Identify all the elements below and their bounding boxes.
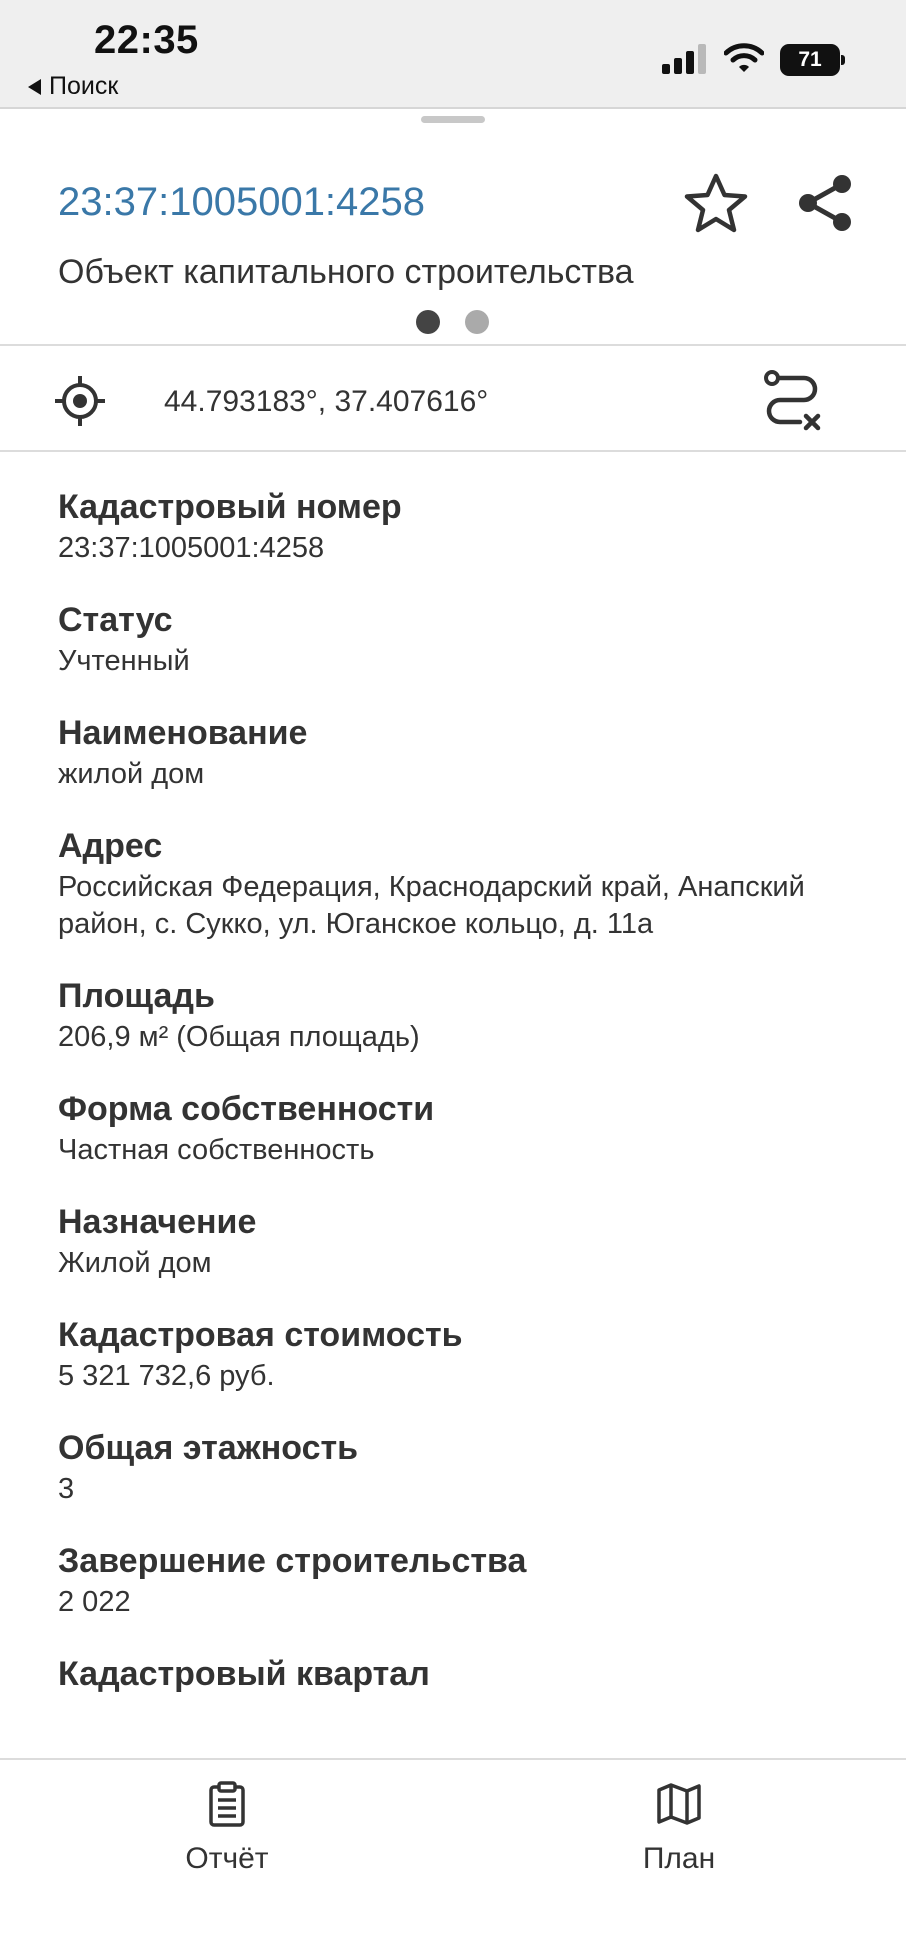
field-label: Назначение [58, 1203, 257, 1241]
field-cadastral-number [58, 486, 858, 567]
map-icon [655, 1780, 703, 1828]
field-value: 23:37:1005001:4258 [58, 532, 325, 564]
field-name [58, 712, 858, 793]
field-status [58, 599, 858, 680]
battery-level: 71 [780, 44, 840, 76]
field-label: Кадастровый номер [58, 488, 402, 526]
back-arrow-icon [28, 79, 41, 95]
field-ownership-form [58, 1088, 858, 1169]
page-dot-1[interactable] [416, 310, 440, 334]
field-label: Завершение строительства [58, 1542, 527, 1580]
field-cadastral-quarter [58, 1653, 858, 1695]
tab-plan-label: План [642, 1842, 716, 1875]
field-label: Форма собственности [58, 1090, 435, 1128]
field-label: Статус [58, 601, 173, 639]
field-value: Частная собственность [58, 1134, 375, 1166]
crosshair-icon[interactable] [54, 375, 106, 427]
field-address [58, 825, 858, 943]
field-cadastral-value [58, 1314, 858, 1395]
field-label: Общая этажность [58, 1429, 359, 1467]
field-area [58, 975, 858, 1056]
page-indicator[interactable] [416, 310, 489, 334]
status-time: 22:35 [94, 18, 199, 62]
back-to-search-link[interactable] [28, 72, 118, 101]
field-value: 3 [58, 1473, 75, 1505]
status-bar [0, 0, 906, 108]
page-dot-2[interactable] [465, 310, 489, 334]
field-purpose [58, 1201, 858, 1282]
field-floors [58, 1427, 858, 1508]
sheet-grabber[interactable] [421, 116, 485, 123]
cadastral-number-title[interactable]: 23:37:1005001:4258 [58, 180, 426, 224]
field-label: Адрес [58, 827, 163, 865]
wifi-icon [724, 42, 764, 74]
field-value: 206,9 м² (Общая площадь) [58, 1021, 420, 1053]
bottom-tab-bar [0, 1758, 906, 1960]
field-value: Учтенный [58, 645, 190, 677]
object-type-subtitle: Объект капитального строительства [58, 253, 634, 291]
status-divider [0, 107, 906, 109]
share-icon[interactable] [794, 172, 856, 234]
field-value: жилой дом [58, 758, 205, 790]
clipboard-icon [203, 1780, 251, 1828]
cellular-signal-icon [662, 44, 710, 74]
battery-tip [841, 55, 845, 65]
field-value: 5 321 732,6 руб. [58, 1360, 275, 1392]
tab-report-label: Отчёт [185, 1842, 269, 1875]
coordinates-text[interactable]: 44.793183°, 37.407616° [164, 385, 489, 418]
divider [0, 344, 906, 346]
tab-report[interactable] [127, 1780, 327, 1876]
field-label: Площадь [58, 977, 215, 1015]
divider [0, 450, 906, 452]
field-label: Кадастровая стоимость [58, 1316, 463, 1354]
property-details[interactable] [58, 486, 858, 1748]
field-value: Жилой дом [58, 1247, 212, 1279]
field-value: 2 022 [58, 1586, 131, 1618]
field-label: Наименование [58, 714, 308, 752]
field-label: Кадастровый квартал [58, 1655, 430, 1693]
route-clear-icon[interactable] [760, 368, 824, 432]
back-link-label: Поиск [49, 72, 119, 100]
star-icon[interactable] [684, 172, 748, 236]
battery-icon [780, 44, 846, 76]
field-construction-completion [58, 1540, 858, 1621]
tab-plan[interactable] [579, 1780, 779, 1876]
field-value: Российская Федерация, Краснодарский край, Анапский район, с. Сукко, ул. Юганское кольцо, д. 11а [58, 871, 805, 940]
